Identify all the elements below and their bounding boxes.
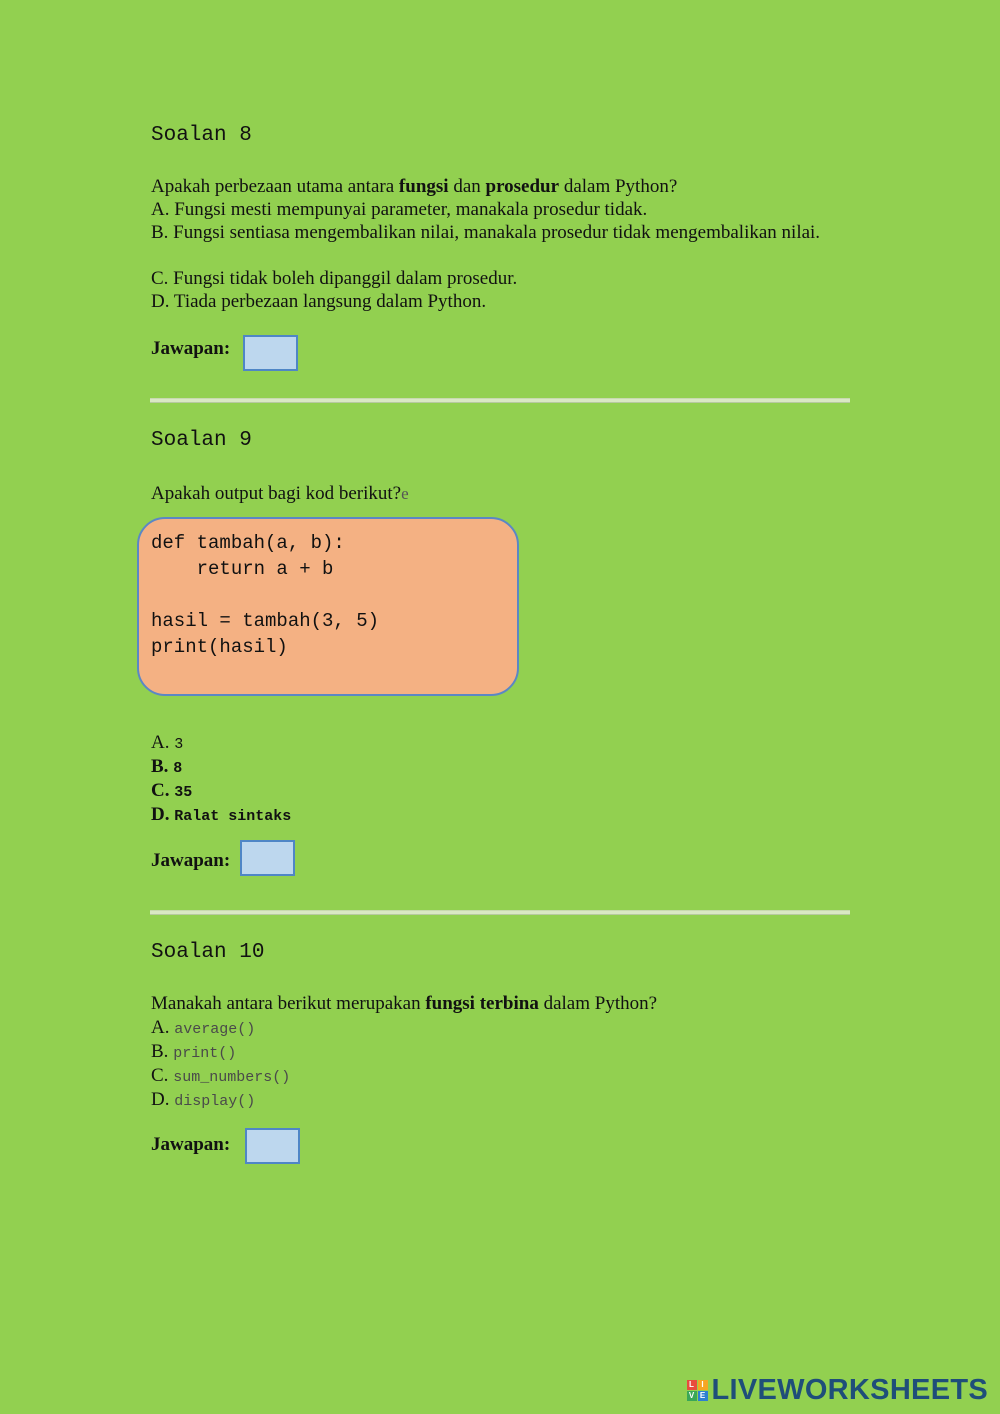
q9-option-d (151, 803, 291, 828)
q9-option-d-value: Ralat sintaks (174, 808, 292, 825)
q8-option-b: B. Fungsi sentiasa mengembalikan nilai, manakala prosedur tidak mengembalikan nilai. (151, 222, 821, 243)
q9-option-c-letter: C. (151, 780, 170, 801)
q10-heading: Soalan 10 (151, 941, 265, 964)
q10-question-bold: fungsi terbina (425, 993, 539, 1014)
q9-option-a-letter: A. (151, 732, 170, 753)
q9-question-text: Apakah output bagi kod berikut? (151, 483, 402, 504)
q10-option-a-value: average() (174, 1021, 256, 1038)
q10-option-b-letter: B. (151, 1041, 169, 1062)
q10-answer-label: Jawapan: (151, 1134, 231, 1155)
q10-option-d-value: display() (174, 1093, 256, 1110)
logo-mark-e: E (698, 1391, 708, 1401)
logo-mark-v: V (687, 1391, 697, 1401)
q9-option-c (151, 779, 192, 804)
q8-option-c: C. Fungsi tidak boleh dipanggil dalam prosedur. (151, 268, 518, 289)
q8-question (151, 175, 831, 198)
liveworksheets-logo (687, 1374, 989, 1406)
q9-option-b-letter: B. (151, 756, 169, 777)
divider-q9-q10 (150, 910, 850, 915)
q8-answer-input[interactable] (243, 335, 298, 371)
q10-option-c (151, 1064, 290, 1089)
liveworksheets-logo-icon (687, 1380, 708, 1401)
q9-option-a (151, 731, 183, 756)
q9-question (151, 482, 409, 505)
q10-option-a (151, 1016, 255, 1041)
q10-option-b (151, 1040, 236, 1065)
code-snippet: def tambah(a, b): return a + b hasil = tambah(3, 5) print(hasil) (151, 532, 380, 658)
q9-option-b-value: 8 (173, 760, 183, 777)
q9-option-c-value: 35 (174, 784, 193, 801)
q10-option-d-letter: D. (151, 1089, 170, 1110)
logo-mark-l: L (687, 1380, 697, 1390)
q8-question-bold-fungsi: fungsi (398, 176, 449, 197)
q9-option-a-value: 3 (174, 736, 184, 753)
q10-option-b-value: print() (173, 1045, 237, 1062)
q8-heading: Soalan 8 (151, 124, 252, 147)
q8-question-post: dalam Python? (559, 176, 678, 197)
divider-q8-q9 (150, 398, 850, 403)
q10-question (151, 992, 657, 1015)
logo-mark-i: I (698, 1380, 708, 1390)
q8-question-pre: Apakah perbezaan utama antara (151, 176, 399, 197)
q8-option-d: D. Tiada perbezaan langsung dalam Python. (151, 291, 487, 312)
q10-option-d (151, 1088, 255, 1113)
q8-answer-label: Jawapan: (151, 338, 231, 359)
q9-answer-label: Jawapan: (151, 850, 231, 871)
q8-question-bold-prosedur: prosedur (485, 176, 560, 197)
q9-heading: Soalan 9 (151, 429, 252, 452)
q10-option-c-value: sum_numbers() (173, 1069, 291, 1086)
q10-question-post: dalam Python? (538, 993, 658, 1014)
q10-option-c-letter: C. (151, 1065, 169, 1086)
q9-stray-char: e (401, 484, 409, 503)
q10-option-a-letter: A. (151, 1017, 170, 1038)
q8-option-a: A. Fungsi mesti mempunyai parameter, manakala prosedur tidak. (151, 199, 648, 220)
q8-question-mid: dan (448, 176, 486, 197)
q9-option-b (151, 755, 182, 780)
q10-question-pre: Manakah antara berikut merupakan (151, 993, 426, 1014)
q10-answer-input[interactable] (245, 1128, 300, 1164)
liveworksheets-logo-text: LIVEWORKSHEETS (711, 1373, 988, 1406)
q9-answer-input[interactable] (240, 840, 295, 876)
q9-option-d-letter: D. (151, 804, 170, 825)
